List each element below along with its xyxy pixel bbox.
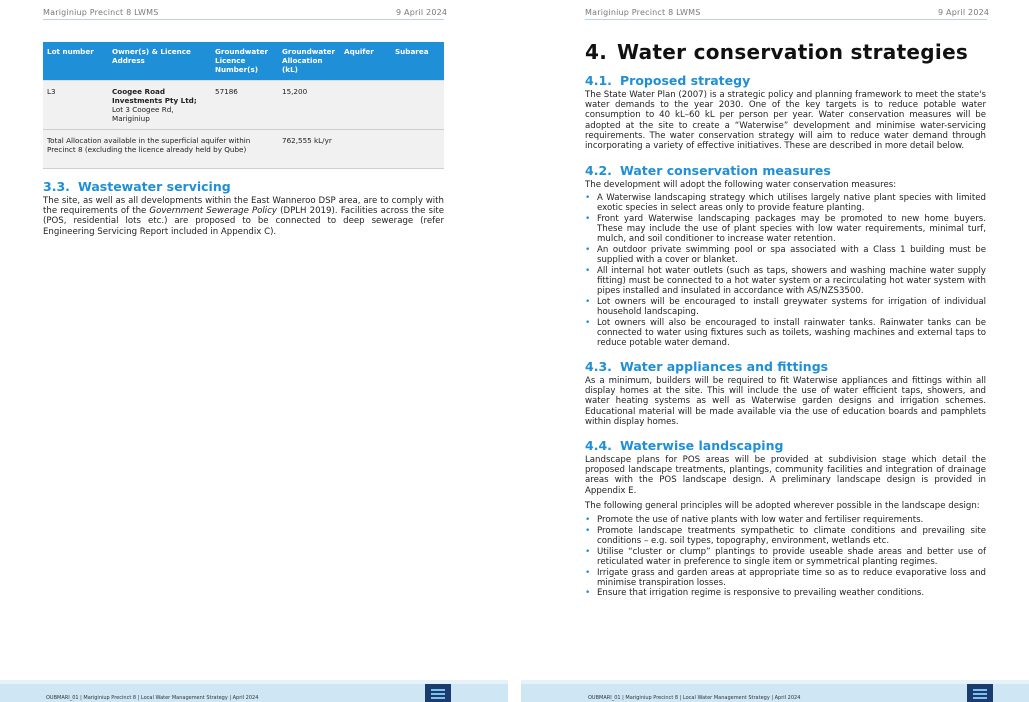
principles-list (585, 515, 986, 599)
section-number: 3.3. (43, 179, 70, 194)
column-header: Owner(s) & Licence Address (108, 42, 211, 81)
text-run: (DPLH 2019). Facilities across the site (POS, residential lots etc.) are proposed to be connected to deep sewerage (refer Engineering Servicing Report included in Appendix C). (43, 206, 445, 237)
column-header: Groundwater Allocation (kL) (278, 42, 340, 81)
header-rule (585, 19, 987, 20)
policy-title: Government Sewerage Policy (149, 206, 278, 217)
cell-subarea (391, 81, 444, 130)
right-page (521, 0, 1029, 702)
column-header: Subarea (391, 42, 444, 81)
section-number: 4.1. (585, 73, 612, 88)
section-heading-4-4 (585, 438, 783, 453)
table-header-row (43, 42, 444, 81)
list-item: • Front yard Waterwise landscaping packages may be promoted to new home buyers. These may include the use of plant species with low water requirements, minimal turf, mulch, and soil conditioner to increase water retention. (585, 213, 986, 245)
measures-intro: The development will adopt the following water conservation measures: (585, 180, 897, 190)
section-number: 4.2. (585, 163, 612, 178)
section-title: Wastewater servicing (78, 179, 231, 194)
text-run: The site, as well as all developments within the East Wanneroo DSP area, are to comply with the requirements of the (43, 196, 444, 217)
header-date: 9 April 2024 (396, 8, 448, 17)
cell-aquifer (340, 81, 391, 130)
chapter-title: Water conservation strategies (617, 40, 969, 64)
list-item: • An outdoor private swimming pool or spa associated with a Class 1 building must be supplied with a cover or blanket. (585, 245, 986, 266)
cell-lot: L3 (43, 81, 108, 130)
header-rule (43, 19, 444, 20)
cell-owner (108, 81, 211, 130)
header-title: Mariginiup Precinct 8 LWMS (43, 8, 159, 17)
header-date: 9 April 2024 (938, 8, 990, 17)
list-item: • Ensure that irrigation regime is responsive to prevailing weather conditions. (585, 588, 925, 599)
column-header: Lot number (43, 42, 108, 81)
section-title: Waterwise landscaping (620, 438, 784, 453)
measures-list (585, 193, 986, 349)
section-heading-4-1 (585, 73, 750, 88)
landscaping-paragraph: Landscape plans for POS areas will be provided at subdivision stage which detail the proposed landscape treatments, plantings, community facilities and integration of drainage areas with the POS landscape design. A preliminary landscape design is provided in Appendix E. (585, 455, 986, 496)
page-gutter (508, 0, 521, 702)
proposed-strategy-paragraph: The State Water Plan (2007) is a strategic policy and planning framework to meet the state's water demands to the year 2030. One of the key targets is to reduce potable water consumption to 40 kL–60 kL per person per year. Water conservation measures will be adopted at the site to create a “Waterwise” development and minimise water-servicing requirements. The water conservation strategy will aim to reduce water demand through incorporating a variety of effective initiatives. These are described in more detail below. (585, 90, 986, 152)
section-number: 4.4. (585, 438, 612, 453)
section-heading-3-3 (43, 179, 231, 194)
left-page (0, 0, 508, 702)
section-title: Proposed strategy (620, 73, 751, 88)
section-number: 4.3. (585, 359, 612, 374)
list-item: • Lot owners will also be encouraged to install rainwater tanks. Rainwater tanks can be connected to water using fixtures such as toilets, washing machines and external taps to reduce potable water demand. (585, 317, 986, 349)
appliances-paragraph: As a minimum, builders will be required to fit Waterwise appliances and fittings within all display homes at the site. This will include the use of water efficient taps, showers, and water heating systems as well as Waterwise garden designs and irrigation schemes. Educational material will be made available via the use of education boards and pamphlets within display homes. (585, 376, 986, 427)
list-item: • Irrigate grass and garden areas at appropriate time so as to reduce evaporative loss and minimise transpiration losses. (585, 567, 986, 588)
table-row (43, 81, 444, 130)
owner-address: Lot 3 Coogee Rd, Mariginiup (112, 105, 174, 123)
company-logo-icon (967, 684, 993, 702)
list-item: • Promote the use of native plants with low water and fertiliser requirements. (585, 515, 924, 525)
column-header: Groundwater Licence Number(s) (211, 42, 278, 81)
list-item: • Utilise “cluster or clump” plantings to provide useable shade areas and better use of reticulated water in preference to single item or symmetrical planting regimes. (585, 546, 986, 567)
wastewater-paragraph (43, 196, 444, 237)
list-item: • Lot owners will be encouraged to install greywater systems for irrigation of individual household landscaping. (585, 297, 986, 318)
section-heading-4-2 (585, 163, 831, 178)
cell-licence: 57186 (211, 81, 278, 130)
column-header: Aquifer (340, 42, 391, 81)
groundwater-licence-table (43, 42, 444, 169)
total-value: 762,555 kL/yr (278, 130, 444, 169)
footer-text: OUBMARI_01 | Mariginiup Precinct 8 | Local Water Management Strategy | April 2024 (588, 695, 801, 701)
owner-name: Coogee Road Investments Pty Ltd; (112, 87, 197, 105)
list-item: • All internal hot water outlets (such as taps, showers and washing machine water supply fitting) must be connected to a hot water system or a recirculating hot water system with pipes installed and insulated in accordance with AS/NZS3500. (585, 265, 986, 297)
principles-intro: The following general principles will be adopted wherever possible in the landscape design: (585, 501, 980, 511)
section-heading-4-3 (585, 359, 828, 374)
footer-text: OUBMARI_01 | Mariginiup Precinct 8 | Local Water Management Strategy | April 2024 (46, 695, 259, 701)
section-title: Water conservation measures (620, 163, 831, 178)
company-logo-icon (425, 684, 451, 702)
chapter-number: 4. (585, 40, 608, 64)
chapter-heading-4 (585, 40, 968, 64)
cell-allocation: 15,200 (278, 81, 340, 130)
total-label: Total Allocation available in the superficial aquifer within Precinct 8 (excluding the licence already held by Qube) (43, 130, 278, 169)
list-item: • A Waterwise landscaping strategy which utilises largely native plant species with limited exotic species in select areas only to provide feature planting. (585, 193, 986, 214)
table-total-row (43, 130, 444, 169)
section-title: Water appliances and fittings (620, 359, 829, 374)
header-title: Mariginiup Precinct 8 LWMS (585, 8, 701, 17)
list-item: • Promote landscape treatments sympathetic to climate conditions and prevailing site conditions – e.g. soil types, topography, environment, wetlands etc. (585, 525, 986, 546)
